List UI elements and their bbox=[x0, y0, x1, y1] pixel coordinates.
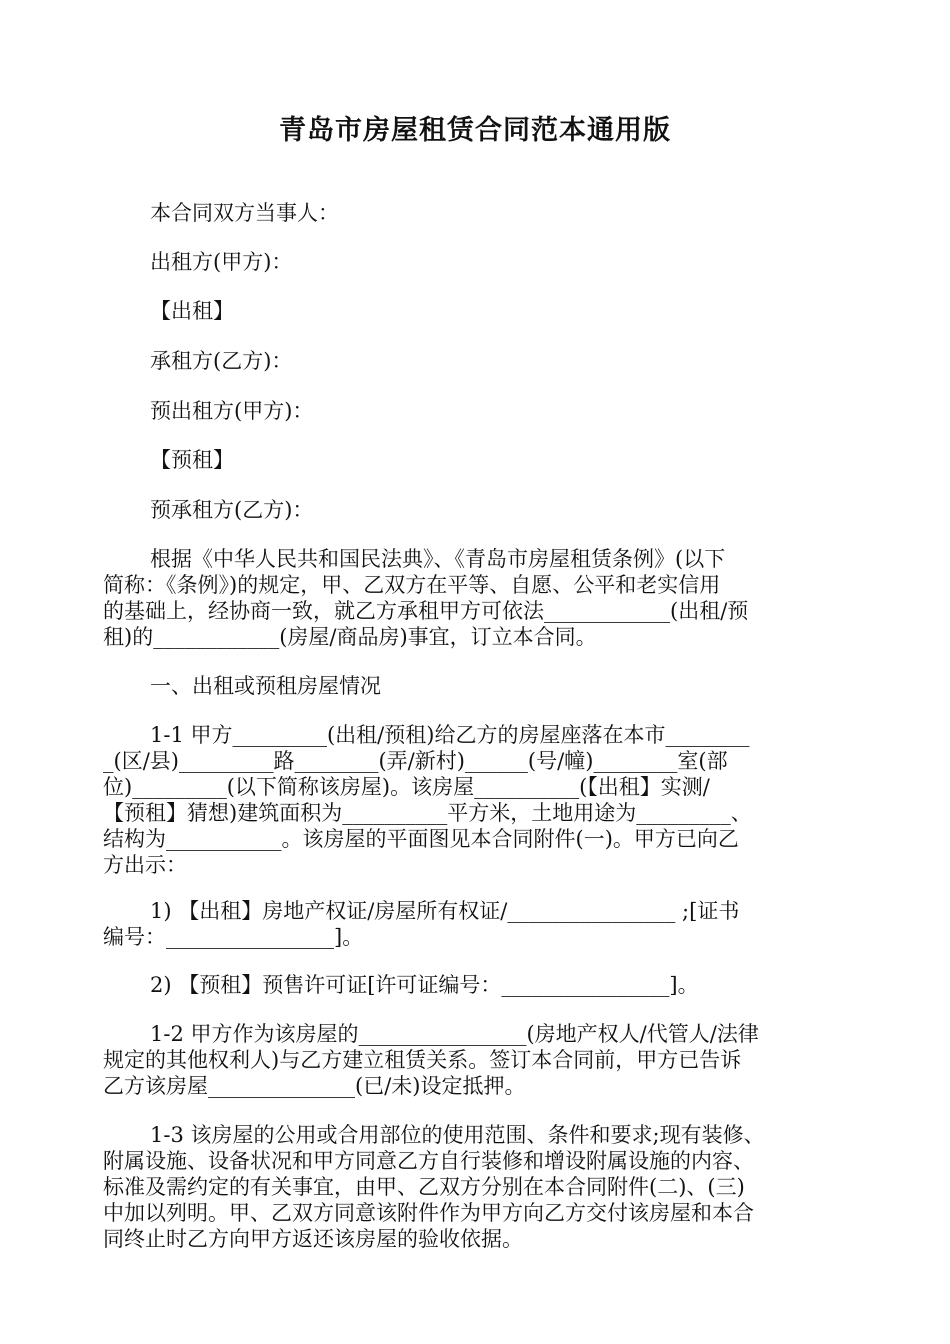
paragraph-line: 【预租】猜想)建筑面积为__________平方米，土地用途为_________、 bbox=[103, 801, 752, 825]
paragraph-line: 同终止时乙方向甲方返还该房屋的验收依据。 bbox=[103, 1227, 523, 1251]
paragraph-line: 方出示： bbox=[103, 853, 187, 877]
list-item: 编号：________________]。 bbox=[103, 925, 364, 949]
paragraph-line: 1-2 甲方作为该房屋的________________(房地产权人/代管人/法律 bbox=[150, 1022, 759, 1046]
list-item: 1) 【出租】房地产权证/房屋所有权证/________________ ;[证书 bbox=[150, 899, 740, 923]
paragraph-line: 的基础上，经协商一致，就乙方承租甲方可依法____________(出租/预 bbox=[103, 599, 749, 623]
pre-lease-tag: 【预租】 bbox=[150, 448, 234, 472]
paragraph-line: 简称：《条例》)的规定，甲、乙双方在平等、自愿、公平和老实信用 bbox=[103, 573, 721, 597]
lease-tag: 【出租】 bbox=[150, 299, 234, 323]
section-heading: 一、出租或预租房屋情况 bbox=[150, 674, 381, 698]
paragraph-line: 1-3 该房屋的公用或合用部位的使用范围、条件和要求;现有装修、 bbox=[150, 1123, 765, 1147]
paragraph-line: 结构为___________。该房屋的平面图见本合同附件(一)。甲方已向乙 bbox=[103, 827, 739, 851]
paragraph-line: 租)的____________(房屋/商品房)事宜，订立本合同。 bbox=[103, 625, 597, 649]
paragraph-line: _(区/县)_________路________(弄/新村)______(号/幢)________室(部 bbox=[103, 749, 728, 773]
pre-lessor-label: 预出租方(甲方)： bbox=[150, 399, 314, 423]
document-title: 青岛市房屋租赁合同范本通用版 bbox=[279, 115, 671, 146]
paragraph-line: 根据《中华人民共和国民法典》、《青岛市房屋租赁条例》(以下 bbox=[150, 547, 726, 571]
paragraph-line: 中加以列明。甲、乙双方同意该附件作为甲方向乙方交付该房屋和本合 bbox=[103, 1201, 754, 1225]
paragraph-line: 位)_________(以下简称该房屋)。该房屋__________(【出租】实测/ bbox=[103, 775, 710, 799]
lessee-label: 承租方(乙方)： bbox=[150, 349, 293, 373]
parties-heading: 本合同双方当事人： bbox=[150, 201, 339, 225]
paragraph-line: 标准及需约定的有关事宜，由甲、乙双方分别在本合同附件(二)、(三) bbox=[103, 1175, 745, 1199]
paragraph-line: 乙方该房屋______________(已/未)设定抵押。 bbox=[103, 1074, 526, 1098]
paragraph-line: 附属设施、设备状况和甲方同意乙方自行装修和增设附属设施的内容、 bbox=[103, 1149, 754, 1173]
paragraph-line: 1-1 甲方_________(出租/预租)给乙方的房屋座落在本市________ bbox=[150, 723, 750, 747]
pre-lessee-label: 预承租方(乙方)： bbox=[150, 498, 314, 522]
lessor-label: 出租方(甲方)： bbox=[150, 250, 293, 274]
paragraph-line: 规定的其他权利人)与乙方建立租赁关系。签订本合同前，甲方已告诉 bbox=[103, 1048, 742, 1072]
list-item: 2) 【预租】预售许可证[许可证编号：________________]。 bbox=[150, 973, 699, 997]
